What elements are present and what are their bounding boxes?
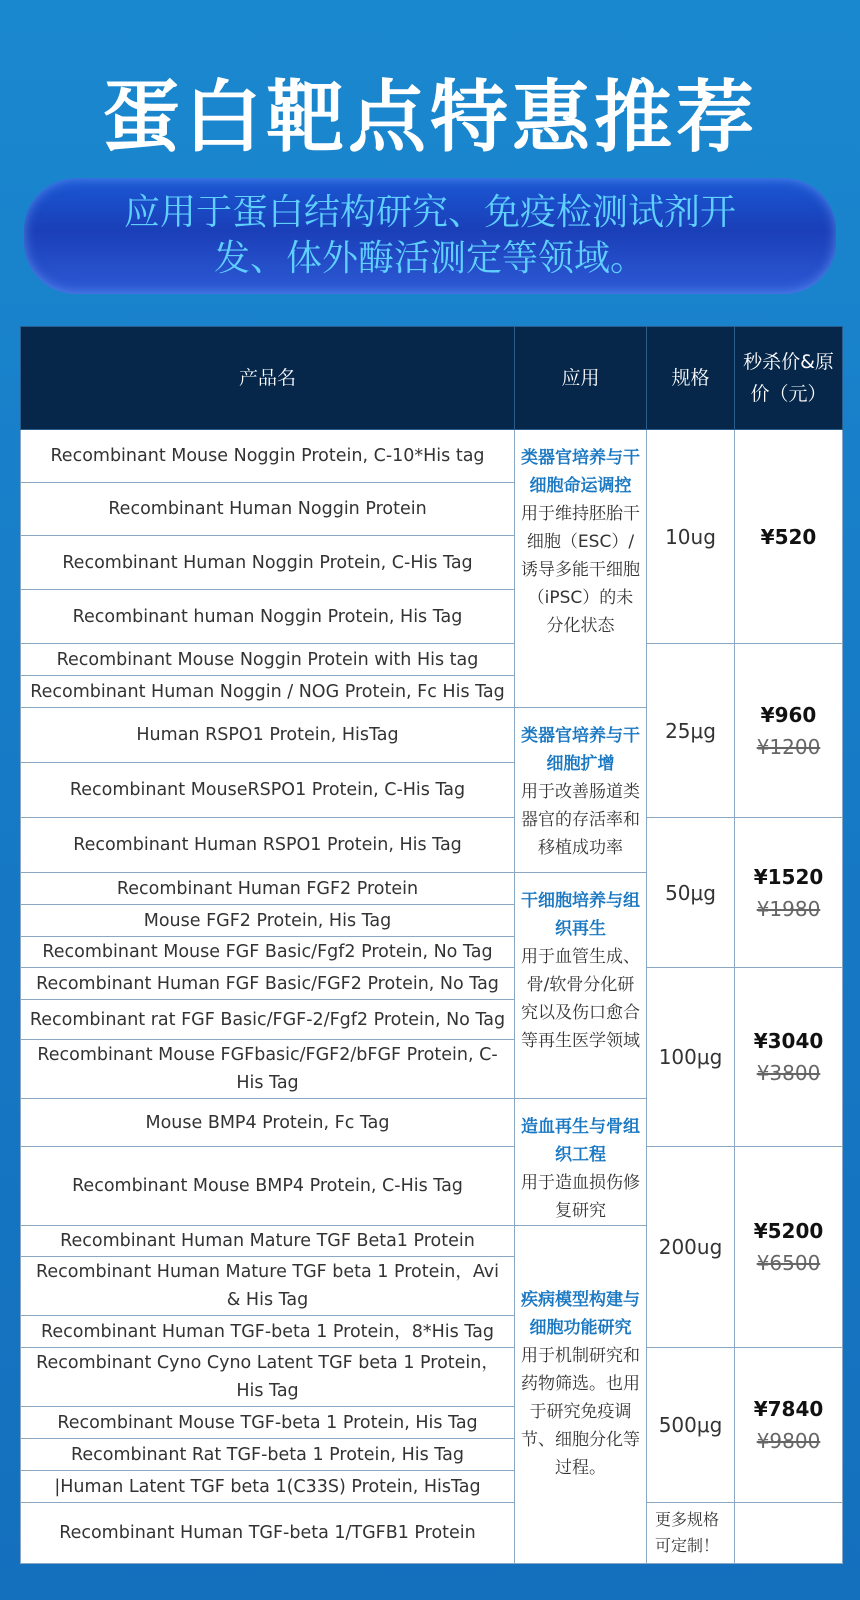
original-price: ¥3800 [756, 1061, 821, 1085]
product-name: Recombinant Human Mature TGF Beta1 Protein [21, 1226, 515, 1257]
price-cell [735, 430, 843, 644]
original-price: ¥1200 [756, 734, 821, 759]
price-cell [735, 1147, 843, 1348]
table-row [21, 430, 843, 483]
spec-cell: 50μg [647, 818, 735, 968]
product-name: Mouse FGF2 Protein, His Tag [21, 905, 515, 937]
application-desc: 用于机制研究和药物筛选。也用于研究免疫调节、细胞分化等过程。 [521, 1346, 640, 1478]
application-title: 类器官培养与干细胞命运调控 [521, 448, 640, 496]
product-name: Human RSPO1 Protein, HisTag [21, 708, 515, 763]
application-cell [515, 1226, 647, 1564]
sale-price: ¥520 [760, 524, 817, 549]
product-name: Mouse BMP4 Protein, Fc Tag [21, 1099, 515, 1147]
price-cell [735, 968, 843, 1147]
application-desc: 用于血管生成、骨/软骨分化研究以及伤口愈合等再生医学领域 [521, 947, 640, 1051]
spec-cell: 200ug [647, 1147, 735, 1348]
product-name: Recombinant Human RSPO1 Protein, His Tag [21, 818, 515, 873]
price-cell [735, 1348, 843, 1503]
header-spec: 规格 [647, 327, 735, 430]
product-name: Recombinant MouseRSPO1 Protein, C-His Tag [21, 763, 515, 818]
sale-price: ¥3040 [753, 1029, 824, 1053]
header-application: 应用 [515, 327, 647, 430]
sale-price: ¥5200 [753, 1219, 824, 1243]
table-header-row [21, 327, 843, 430]
price-cell [735, 818, 843, 968]
product-name: Recombinant Human FGF Basic/FGF2 Protein, No Tag [21, 968, 515, 1000]
spec-cell: 10ug [647, 430, 735, 644]
product-name: Recombinant Human TGF-beta 1 Protein，8*His Tag [21, 1316, 515, 1348]
custom-spec-note: 更多规格可定制！ [647, 1503, 735, 1564]
subtitle-line-1: 应用于蛋白结构研究、免疫检测试剂开 [123, 192, 736, 233]
application-title: 疾病模型构建与细胞功能研究 [521, 1290, 640, 1338]
table-row [21, 644, 843, 676]
subtitle-banner [24, 178, 836, 294]
product-name: Recombinant human Noggin Protein, His Tag [21, 590, 515, 644]
application-title: 造血再生与骨组织工程 [521, 1117, 640, 1165]
product-name: Recombinant Mouse Noggin Protein with His tag [21, 644, 515, 676]
empty-price-cell [735, 1503, 843, 1564]
product-name: Recombinant Mouse TGF-beta 1 Protein, His Tag [21, 1407, 515, 1439]
application-desc: 用于改善肠道类器官的存活率和移植成功率 [521, 782, 640, 858]
product-name: Recombinant Mouse Noggin Protein, C-10*His tag [21, 430, 515, 483]
application-cell [515, 708, 647, 873]
price-cell [735, 644, 843, 818]
original-price: ¥9800 [756, 1429, 821, 1453]
spec-cell: 500μg [647, 1348, 735, 1503]
application-title: 类器官培养与干细胞扩增 [521, 726, 640, 774]
table-row [21, 1348, 843, 1407]
table-row [21, 1503, 843, 1564]
subtitle-line-2: 发、体外酶活测定等领域。 [213, 238, 646, 279]
product-name: Recombinant Human Mature TGF beta 1 Protein，Avi & His Tag [21, 1257, 515, 1316]
header-price: 秒杀价&原价（元） [735, 327, 843, 430]
product-table [20, 326, 843, 1564]
application-title: 干细胞培养与组织再生 [521, 891, 640, 939]
spec-cell: 100μg [647, 968, 735, 1147]
product-name: Recombinant Mouse FGF Basic/Fgf2 Protein, No Tag [21, 937, 515, 968]
application-cell [515, 430, 647, 708]
spec-cell: 25μg [647, 644, 735, 818]
sale-price: ¥960 [760, 702, 817, 727]
product-name: Recombinant rat FGF Basic/FGF-2/Fgf2 Protein, No Tag [21, 1000, 515, 1040]
product-name: Recombinant Mouse FGFbasic/FGF2/bFGF Protein, C-His Tag [21, 1040, 515, 1099]
sale-price: ¥7840 [753, 1397, 824, 1421]
product-name: Recombinant Human FGF2 Protein [21, 873, 515, 905]
sale-price: ¥1520 [753, 864, 824, 889]
product-name: Recombinant Human TGF-beta 1/TGFB1 Protein [21, 1503, 515, 1564]
product-name: Recombinant Cyno Cyno Latent TGF beta 1 Protein，His Tag [21, 1348, 515, 1407]
product-name: |Human Latent TGF beta 1(C33S) Protein, HisTag [21, 1471, 515, 1503]
original-price: ¥6500 [756, 1251, 821, 1275]
page-title: 蛋白靶点特惠推荐 [101, 73, 758, 163]
product-name: Recombinant Human Noggin Protein [21, 483, 515, 536]
header-product: 产品名 [21, 327, 515, 430]
table-row [21, 1147, 843, 1226]
product-name: Recombinant Human Noggin Protein, C-His Tag [21, 536, 515, 590]
application-desc: 用于造血损伤修复研究 [521, 1173, 640, 1221]
table-row [21, 818, 843, 873]
product-name: Recombinant Mouse BMP4 Protein, C-His Tag [21, 1147, 515, 1226]
application-cell [515, 873, 647, 1099]
table-row [21, 968, 843, 1000]
application-cell [515, 1099, 647, 1226]
application-desc: 用于维持胚胎干细胞（ESC）/诱导多能干细胞（iPSC）的未分化状态 [521, 504, 640, 636]
product-name: Recombinant Rat TGF-beta 1 Protein, His Tag [21, 1439, 515, 1471]
original-price: ¥1980 [756, 896, 821, 921]
product-name: Recombinant Human Noggin / NOG Protein, Fc His Tag [21, 676, 515, 708]
